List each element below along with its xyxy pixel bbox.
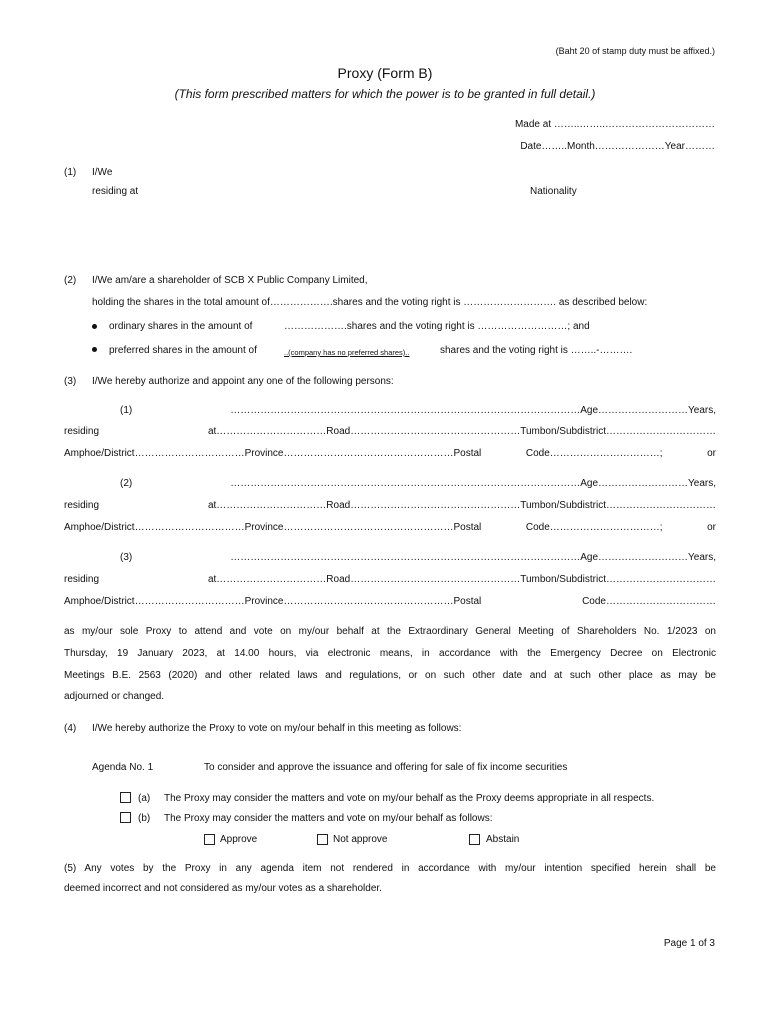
abstain-checkbox[interactable] — [469, 834, 480, 845]
option-b-label: (b) — [138, 813, 151, 824]
shareholder-statement: I/We am/are a shareholder of SCB X Public Company Limited, — [92, 275, 368, 286]
proxy-paragraph-line: Meetings B.E. 2563 (2020) and other related laws and regulations, or on such other date and at such other place as may be — [64, 670, 716, 681]
agenda-text: To consider and approve the issuance and offering for sale of fix income securities — [204, 762, 568, 773]
stamp-duty-note: (Baht 20 of stamp duty must be affixed.) — [555, 46, 715, 56]
proxy-1-name-field[interactable]: (1) ……………………………………………………………………………………………Age………………………Years, — [120, 405, 716, 416]
section-1-number: (1) — [64, 167, 77, 178]
nationality-field[interactable]: Nationality — [530, 186, 577, 197]
abstain-label: Abstain — [486, 834, 520, 845]
section-5-statement-cont: deemed incorrect and not considered as my/our votes as a shareholder. — [64, 883, 382, 894]
proxy-paragraph-line: Thursday, 19 January 2023, at 14.00 hours, via electronic means, in accordance with the Emergency Decree on Electronic — [64, 648, 716, 659]
preferred-shares-field[interactable]: shares and the voting right is ……..-………. — [440, 345, 633, 356]
total-shares-field[interactable]: holding the shares in the total amount of……………….shares and the voting right is ………………………. as described below: — [92, 297, 648, 308]
preferred-shares-label: preferred shares in the amount of — [109, 345, 257, 356]
bullet-icon — [92, 324, 97, 329]
preferred-shares-note: ..(company has no preferred shares).. — [284, 348, 410, 357]
option-a-checkbox[interactable] — [120, 792, 131, 803]
proxy-3-name-field[interactable]: (3) ……………………………………………………………………………………………Age………………………Years, — [120, 552, 716, 563]
iwe-name-field[interactable]: I/We — [92, 167, 113, 178]
option-a-text: The Proxy may consider the matters and vote on my/our behalf as the Proxy deems appropriate in all respects. — [164, 793, 655, 804]
form-title: Proxy (Form B) — [337, 65, 433, 81]
approve-label: Approve — [220, 834, 258, 845]
agenda-label: Agenda No. 1 — [92, 762, 154, 773]
ordinary-shares-label: ordinary shares in the amount of — [109, 321, 253, 332]
section-5-statement: (5) Any votes by the Proxy in any agenda item not rendered in accordance with my/our intention specified herein shall be — [64, 863, 716, 874]
page-number: Page 1 of 3 — [663, 938, 715, 949]
date-field[interactable]: Date……..Month…………………Year……… — [520, 141, 715, 152]
proxy-1-district-field[interactable]: Amphoe/District……………………………Province……………………………………………Postal Code……………………………; or — [64, 448, 716, 459]
not-approve-checkbox[interactable] — [317, 834, 328, 845]
not-approve-label: Not approve — [333, 834, 388, 845]
bullet-icon — [92, 347, 97, 352]
section-2-number: (2) — [64, 275, 77, 286]
appoint-statement: I/We hereby authorize and appoint any one of the following persons: — [92, 376, 394, 387]
residing-at-field[interactable]: residing at — [92, 186, 139, 197]
form-subtitle: (This form prescribed matters for which the power is to be granted in full detail.) — [174, 87, 596, 101]
authorize-vote-statement: I/We hereby authorize the Proxy to vote on my/our behalf in this meeting as follows: — [92, 723, 462, 734]
section-3-number: (3) — [64, 376, 77, 387]
proxy-2-address-field[interactable]: residing at……………………………Road……………………………………………Tumbon/Subdistrict…………………………… — [64, 500, 716, 511]
approve-checkbox[interactable] — [204, 834, 215, 845]
proxy-1-address-field[interactable]: residing at……………………………Road……………………………………………Tumbon/Subdistrict…………………………… — [64, 426, 716, 437]
proxy-2-district-field[interactable]: Amphoe/District……………………………Province……………………………………………Postal Code……………………………; or — [64, 522, 716, 533]
option-b-text: The Proxy may consider the matters and vote on my/our behalf as follows: — [164, 813, 493, 824]
option-b-checkbox[interactable] — [120, 812, 131, 823]
option-a-label: (a) — [138, 793, 151, 804]
proxy-paragraph-line: adjourned or changed. — [64, 691, 165, 702]
proxy-paragraph-line: as my/our sole Proxy to attend and vote on my/our behalf at the Extraordinary General Meeting of Shareholders No. 1/2023 on — [64, 626, 716, 637]
proxy-3-district-field[interactable]: Amphoe/District……………………………Province……………………………………………Postal Code…………………………… — [64, 596, 716, 607]
section-4-number: (4) — [64, 723, 77, 734]
ordinary-shares-field[interactable]: ……………….shares and the voting right is ………………………; and — [284, 321, 590, 332]
proxy-2-name-field[interactable]: (2) ……………………………………………………………………………………………Age………………………Years, — [120, 478, 716, 489]
proxy-3-address-field[interactable]: residing at……………………………Road……………………………………………Tumbon/Subdistrict…………………………… — [64, 574, 716, 585]
made-at-field[interactable]: Made at ……..……..…………………………… — [514, 119, 715, 130]
